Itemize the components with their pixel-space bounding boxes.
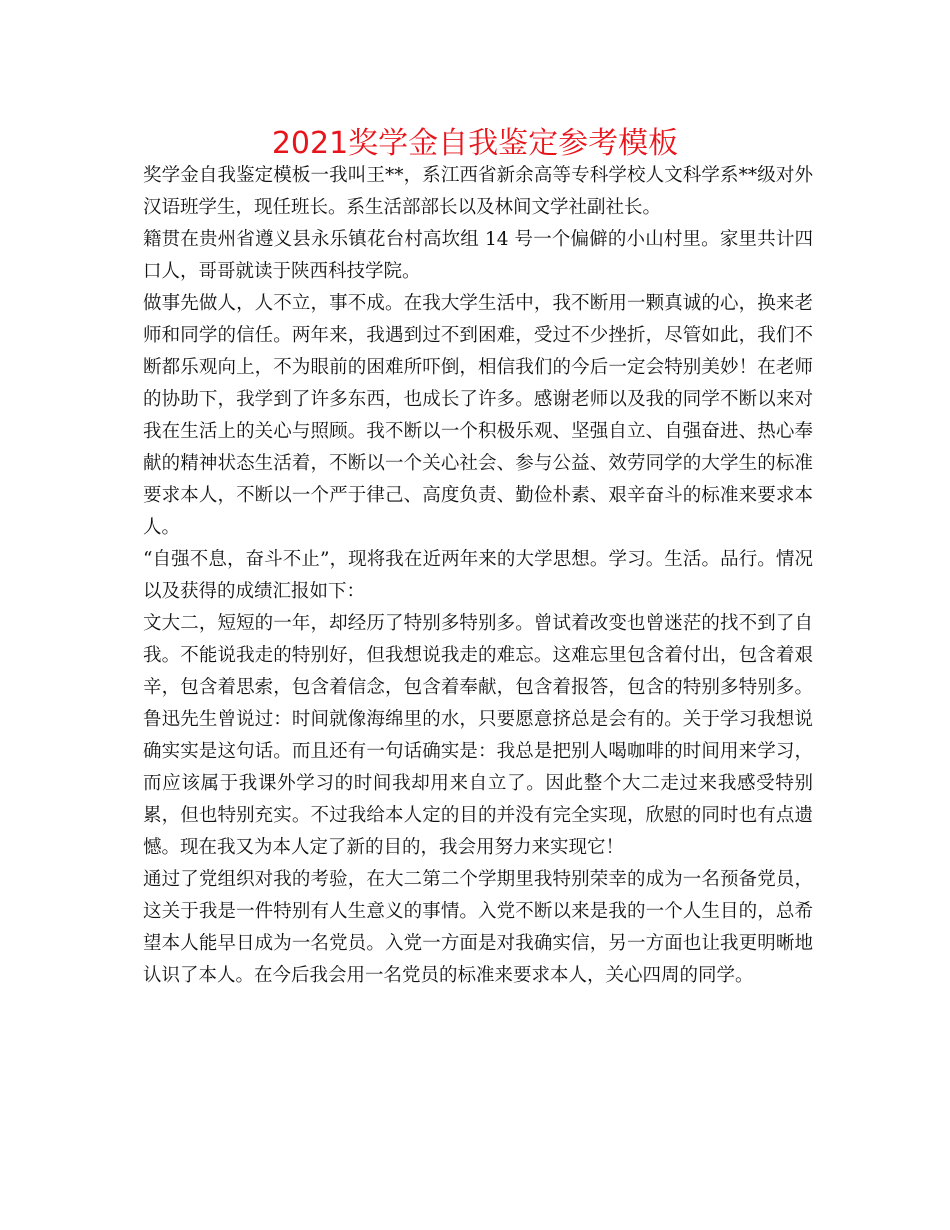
paragraph-summary-lead: “自强不息，奋斗不止”，现将我在近两年来的大学思想。学习。生活。品行。情况以及获得的成绩汇报如下： <box>143 549 813 602</box>
paragraph-intro: 奖学金自我鉴定模板一我叫王**，系江西省新余高等专科学校人文科学系**级对外汉语班学生，现任班长。系生活部部长以及林间文学社副社长。 <box>143 165 813 218</box>
paragraph-study: 文大二，短短的一年，却经历了特别多特别多。曾试着改变也曾迷茫的找不到了自我。不能说我走的特别好，但我想说我走的难忘。这难忘里包含着付出，包含着艰辛，包含着思索，包含着信念，包含着奉献，包含着报答，包含的特别多特别多。鲁迅先生曾说过：时间就像海绵里的水，只要愿意挤总是会有的。关于学习我想说确实实是这句话。而且还有一句话确实是：我总是把别人喝咖啡的时间用来学习，而应该属于我课外学习的时间我却用来自立了。因此整个大二走过来我感受特别累，但也特别充实。不过我给本人定的目的并没有完全实现，欣慰的同时也有点遗憾。现在我又为本人定了新的目的，我会用努力来实现它！ <box>143 613 813 858</box>
paragraph-party: 通过了党组织对我的考验，在大二第二个学期里我特别荣幸的成为一名预备党员，这关于我是一件特别有人生意义的事情。入党不断以来是我的一个人生目的，总希望本人能早日成为一名党员。入党一方面是对我确实信，另一方面也让我更明晰地认识了本人。在今后我会用一名党员的标准来要求本人，关心四周的同学。 <box>143 869 813 986</box>
paragraph-hometown: 籍贯在贵州省遵义县永乐镇花台村高坎组 14 号一个偏僻的小山村里。家里共计四口人，哥哥就读于陕西科技学院。 <box>143 229 813 282</box>
document-body <box>143 160 813 992</box>
document-title: 2021奖学金自我鉴定参考模板 <box>271 126 679 161</box>
paragraph-character: 做事先做人，人不立，事不成。在我大学生活中，我不断用一颗真诚的心，换来老师和同学的信任。两年来，我遇到过不到困难，受过不少挫折，尽管如此，我们不断都乐观向上，不为眼前的困难所吓倒，相信我们的今后一定会特别美妙！在老师的协助下，我学到了许多东西，也成长了许多。感谢老师以及我的同学不断以来对我在生活上的关心与照顾。我不断以一个积极乐观、坚强自立、自强奋进、热心奉献的精神状态生活着，不断以一个关心社会、参与公益、效劳同学的大学生的标准要求本人，不断以一个严于律己、高度负责、勤俭朴素、艰辛奋斗的标准来要求本人。 <box>143 293 813 538</box>
